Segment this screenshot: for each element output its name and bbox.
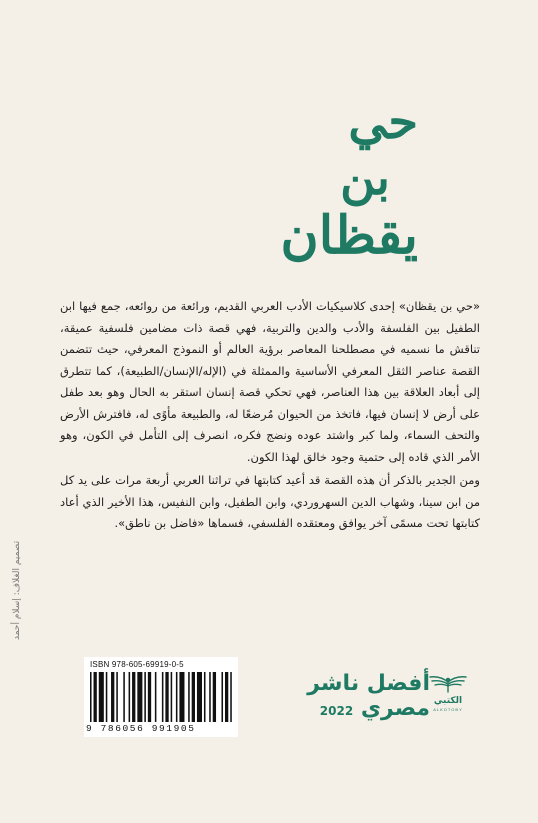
- barcode-bar: [204, 672, 206, 722]
- barcode-bar: [188, 672, 190, 722]
- publisher-logo: [424, 672, 472, 724]
- barcode-bar: [225, 672, 228, 722]
- barcode-bar: [148, 672, 151, 722]
- barcode-bar: [171, 672, 173, 722]
- isbn-label: ISBN 978-605-69919-0-5: [90, 660, 184, 669]
- title-line-3: يقظان: [280, 205, 418, 266]
- barcode-bar: [106, 672, 108, 722]
- barcode-bar: [99, 672, 104, 722]
- book-title: [238, 94, 418, 266]
- blurb-paragraph-1: «حي بن يقظان» إحدى كلاسيكيات الأدب العربي القديم، ورائعة من روائعه، جمع فيها ابن الطفيل بين الفلسفة والأدب والدين والتربية، فهي قصة ذات مضامين فلسفية عميقة، تناقش ما نسميه في مصطلحنا المعاصر برؤية العالم أو النموذج المعرفي، حيث تتضمن القصة عناصر الثقل المعرفي الأساسية والممثلة في (الإله/الإنسان/الطبيعة)، كما تتطرق إلى أبعاد العلاقة بين هذا العناصر، فهي تحكي قصة إنسان استقر به الحال وهو بعد طفل على أرض لا إنسان فيها، فاتخذ من الحيوان مُرضعًا له، والطبيعة مأوًى له، فافترش الأرض والتحف السماء، ولما كبر واشتد عوده ونضج فكره، انصرف إلى التأمل في الكون، وهو الأمر الذي قاده إلى حتمية وجود خالق لهذا الكون.: [60, 299, 480, 464]
- award-badge: [290, 672, 430, 732]
- blurb-paragraph-2: ومن الجدير بالذكر أن هذه القصة قد أعيد كتابتها في تراثنا العربي أربعة مرات على يد كل من ابن سينا، وشهاب الدين السهروردي، وابن الطفيل، وابن النفيس، هذا الأخير الذي أعاد كتابتها تحت مسمًى آخر يوافق ومعتقده الفلسفي، فسماها «فاضل بن ناطق».: [60, 473, 480, 530]
- barcode-bar: [213, 672, 216, 722]
- barcode-bar: [137, 672, 142, 722]
- barcode-bar: [132, 672, 135, 722]
- publisher-name: الكتبي: [433, 696, 463, 706]
- barcode-bar: [176, 672, 178, 722]
- eagle-wings-icon: [428, 672, 468, 696]
- barcode-bars: [90, 672, 232, 722]
- title-line-2: بن: [340, 150, 390, 206]
- barcode-bar: [230, 672, 232, 722]
- barcode-digits: 9 786056 991905: [86, 723, 196, 734]
- barcode-bar: [90, 672, 92, 722]
- award-title: أفضل ناشر: [307, 671, 430, 696]
- barcode-bar: [94, 672, 97, 722]
- award-subtitle: [290, 696, 430, 724]
- barcode-bar: [144, 672, 146, 722]
- barcode-bar: [111, 672, 114, 722]
- award-subtitle-text: مصري: [360, 696, 430, 721]
- barcode-bar: [179, 672, 184, 722]
- book-blurb: [60, 296, 480, 537]
- barcode-bar: [162, 672, 164, 722]
- barcode-bar: [192, 672, 195, 722]
- cover-design-credit: تصميم الغلاف: إسلام أحمد: [12, 540, 22, 640]
- barcode-bar: [221, 672, 223, 722]
- award-year: 2022: [319, 704, 354, 718]
- barcode-bar: [155, 672, 157, 722]
- title-line-1: حي: [348, 94, 418, 150]
- barcode-bar: [116, 672, 118, 722]
- barcode-bar: [197, 672, 202, 722]
- barcode-bar: [209, 672, 211, 722]
- barcode-bar: [165, 672, 168, 722]
- isbn-barcode: [84, 657, 238, 737]
- publisher-latin-name: ALKOTOBY: [433, 707, 463, 712]
- barcode-bar: [129, 672, 131, 722]
- barcode-bar: [123, 672, 125, 722]
